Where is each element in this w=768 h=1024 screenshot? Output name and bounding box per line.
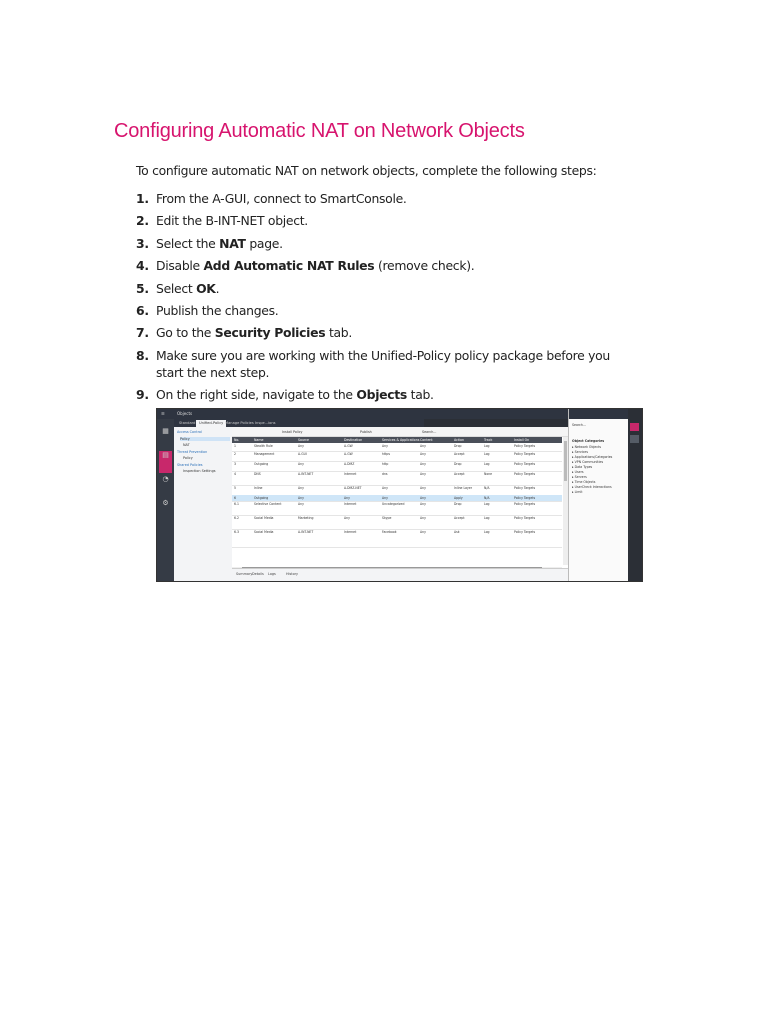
tab-0[interactable]: Standard <box>179 421 196 425</box>
table-cell: A-DMZ <box>344 462 355 466</box>
table-cell: Policy Targets <box>514 502 536 506</box>
table-cell: Any <box>420 502 426 506</box>
object-category-item[interactable]: ▸ Users <box>572 470 584 474</box>
step-number: 1. <box>136 191 149 206</box>
left-navigation <box>157 419 174 581</box>
step-number: 6. <box>136 302 149 318</box>
table-cell: Policy Targets <box>514 462 536 466</box>
rulebase-grid <box>232 437 562 565</box>
validations-tab-icon[interactable] <box>630 435 639 443</box>
table-cell: Any <box>344 516 350 520</box>
step-text: On the right side, navigate to the <box>156 387 357 403</box>
table-cell: Policy Targets <box>514 516 536 520</box>
table-cell: Facebook <box>382 530 397 534</box>
tab-3[interactable]: Inspe...ions <box>255 421 276 425</box>
tree-item: Threat Prevention <box>177 449 208 454</box>
table-cell: Accept <box>454 452 465 456</box>
table-row[interactable] <box>232 471 562 486</box>
table-cell: Log <box>484 516 490 520</box>
intro-text: To configure automatic NAT on network objects, complete the following steps: <box>136 163 597 178</box>
table-row[interactable] <box>232 501 562 516</box>
table-cell: Any <box>382 486 388 490</box>
tree-item[interactable]: Policy <box>183 456 193 460</box>
bottom-tabs <box>232 568 568 581</box>
object-category-item[interactable]: ▸ Time Objects <box>572 480 596 484</box>
table-cell: Social Media <box>254 516 274 520</box>
table-cell: 6 <box>234 496 236 500</box>
table-cell: Drop <box>454 502 462 506</box>
column-header: Source <box>298 438 309 442</box>
object-category-item[interactable]: ▸ Services <box>572 450 589 454</box>
column-header: Install On <box>514 438 530 442</box>
table-cell: Any <box>420 472 426 476</box>
step-number: 9. <box>136 387 149 403</box>
objects-tab-icon[interactable] <box>630 423 639 431</box>
table-cell: Any <box>344 496 350 500</box>
toolbar-item[interactable]: Search... <box>422 429 437 434</box>
table-cell: Log <box>484 444 490 448</box>
logs-nav-icon[interactable]: ◔ <box>162 475 169 483</box>
smartconsole-screenshot <box>156 408 643 582</box>
table-cell: Inline Layer <box>454 486 473 490</box>
step-text: Select <box>156 280 197 296</box>
rulebase-pane <box>232 427 568 581</box>
table-cell: Any <box>298 462 304 466</box>
table-cell: DNS <box>254 472 261 476</box>
step-number: 2. <box>136 213 149 229</box>
step-text: Disable <box>156 258 204 274</box>
toolbar-item[interactable]: Publish <box>360 429 372 434</box>
table-cell: Marketing <box>298 516 314 520</box>
step-text: Go to the <box>156 325 215 341</box>
table-cell: Policy Targets <box>514 530 536 534</box>
table-row[interactable] <box>232 529 562 548</box>
table-cell: Log <box>484 502 490 506</box>
table-cell: 5 <box>234 486 236 490</box>
table-cell: Any <box>420 452 426 456</box>
column-header: Services & Applications <box>382 438 420 442</box>
column-header: Name <box>254 438 264 442</box>
object-category-item[interactable]: ▸ Applications/Categories <box>572 455 613 459</box>
step-text: (remove check). <box>374 258 475 274</box>
objects-pane <box>568 409 629 581</box>
table-cell: Stealth Rule <box>254 444 273 448</box>
menu-icon[interactable]: ☰ <box>161 411 165 416</box>
table-cell: Inline <box>254 486 263 490</box>
table-cell: Policy Targets <box>514 452 536 456</box>
table-cell: 6.3 <box>234 530 239 534</box>
step-text: tab. <box>325 325 353 341</box>
step-text: page. <box>245 235 283 251</box>
table-cell: N/A <box>484 486 490 490</box>
tree-item: Access Control <box>177 430 202 434</box>
object-categories-heading: Object Categories <box>572 439 605 443</box>
table-cell: Management <box>254 452 275 456</box>
table-cell: Skype <box>382 516 392 520</box>
table-cell: A-GUI <box>298 452 307 456</box>
tab-1[interactable]: Unified-Policy <box>196 420 226 427</box>
column-header: Content <box>420 438 433 442</box>
tree-item[interactable]: NAT <box>183 443 190 447</box>
step-emphasis: Objects <box>356 387 407 403</box>
step-text: Make sure you are working with the Unified-Policy policy package before you start the next step. <box>156 347 610 380</box>
table-cell: Any <box>382 444 388 448</box>
table-cell: Internet <box>344 472 357 476</box>
table-cell: Policy Targets <box>514 444 536 448</box>
table-cell: http <box>382 462 389 466</box>
step-text: Select the <box>156 235 220 251</box>
table-cell: 2 <box>234 452 236 456</box>
table-cell: Any <box>298 502 304 506</box>
table-cell: 6.1 <box>234 502 239 506</box>
table-cell: Uncategorized <box>382 502 405 506</box>
table-cell: dns <box>382 472 388 476</box>
step-number: 4. <box>136 258 149 274</box>
table-cell: Social Media <box>254 530 274 534</box>
table-cell: 1 <box>234 444 236 448</box>
table-cell: Log <box>484 462 490 466</box>
table-cell: Policy Targets <box>514 496 536 500</box>
table-cell: A-GW <box>344 444 353 448</box>
step-emphasis: OK <box>196 280 216 296</box>
step-item <box>136 235 636 252</box>
table-cell: Drop <box>454 444 462 448</box>
step-item <box>136 280 636 297</box>
object-category-item[interactable]: ▸ UserCheck Interactions <box>572 485 612 489</box>
step-number: 7. <box>136 325 149 341</box>
step-item <box>136 324 636 341</box>
object-category-item[interactable]: ▸ Servers <box>572 475 587 479</box>
step-item <box>136 257 636 274</box>
step-text: Edit the B-INT-NET object. <box>156 213 308 229</box>
rulebase-toolbar <box>232 427 568 437</box>
table-cell: Selective Content <box>254 502 282 506</box>
table-cell: Drop <box>454 462 462 466</box>
table-cell: Internet <box>344 530 357 534</box>
table-cell: Accept <box>454 472 465 476</box>
table-cell: Outgoing <box>254 462 269 466</box>
table-cell: Apply <box>454 496 463 500</box>
table-cell: Internet <box>344 502 357 506</box>
table-cell: 3 <box>234 462 236 466</box>
bottom-tab[interactable]: Summary <box>236 572 253 576</box>
table-cell: Outgoing <box>254 496 269 500</box>
step-emphasis: Security Policies <box>214 325 326 341</box>
table-cell: A-DMZ-NET <box>344 486 362 490</box>
tree-item: Shared Policies <box>177 462 203 467</box>
table-cell: Any <box>420 496 426 500</box>
step-emphasis: NAT <box>219 235 246 251</box>
step-text: From the A-GUI, connect to SmartConsole. <box>156 191 407 206</box>
toolbar-item[interactable]: Install Policy <box>282 429 303 434</box>
policy-tree <box>174 427 233 581</box>
table-row[interactable] <box>232 515 562 530</box>
tree-item[interactable]: Inspection Settings <box>183 469 216 473</box>
table-cell: Any <box>298 496 304 500</box>
table-cell: 4 <box>234 472 236 476</box>
step-text: . <box>215 280 220 296</box>
table-cell: Log <box>484 530 490 534</box>
object-category-item[interactable]: ▸ VPN Communities <box>572 460 604 464</box>
right-tool-strip <box>628 409 642 581</box>
policy-tabs <box>174 419 424 427</box>
object-category-item[interactable]: ▸ Data Types <box>572 465 593 469</box>
step-number: 8. <box>136 347 149 363</box>
table-cell: Ask <box>454 530 460 534</box>
step-item <box>136 347 636 381</box>
bottom-tab[interactable]: Details <box>252 572 264 576</box>
table-cell: None <box>484 472 493 476</box>
table-cell: Any <box>298 486 304 490</box>
table-cell: Log <box>484 452 490 456</box>
objects-menu[interactable]: Objects <box>177 411 193 416</box>
steps-list <box>136 190 636 409</box>
step-number: 3. <box>136 235 149 251</box>
table-cell: N/A <box>484 496 490 500</box>
step-text: Publish the changes. <box>156 302 279 318</box>
table-cell: Any <box>420 462 426 466</box>
gateways-nav-icon[interactable]: ▦ <box>162 427 169 435</box>
table-cell: Any <box>298 444 304 448</box>
table-cell: A-INT-NET <box>298 472 314 476</box>
step-item <box>136 386 636 403</box>
bottom-tab[interactable]: History <box>286 572 299 576</box>
table-cell: https <box>382 452 390 456</box>
table-cell: Any <box>420 444 426 448</box>
table-cell: A-GW <box>344 452 353 456</box>
table-cell: Any <box>420 530 426 534</box>
table-cell: 6.2 <box>234 516 239 520</box>
step-item <box>136 212 636 229</box>
table-cell: Policy Targets <box>514 486 536 490</box>
object-category-item[interactable]: ▸ Limit <box>572 490 583 494</box>
tree-item[interactable]: Policy <box>180 437 230 441</box>
step-item <box>136 302 636 319</box>
tab-2[interactable]: Manage Policies <box>225 421 254 425</box>
object-category-item[interactable]: ▸ Network Objects <box>572 445 601 449</box>
objects-search-input[interactable]: Search... <box>572 423 586 427</box>
security-policies-nav-icon[interactable]: ▤ <box>159 451 172 473</box>
step-item <box>136 190 636 207</box>
step-number: 5. <box>136 280 149 296</box>
table-cell: Accept <box>454 516 465 520</box>
page-title: Configuring Automatic NAT on Network Objects <box>114 120 525 142</box>
table-cell: Policy Targets <box>514 472 536 476</box>
step-emphasis: Add Automatic NAT Rules <box>203 258 375 274</box>
manage-settings-nav-icon[interactable]: ⚙ <box>162 499 169 507</box>
objects-pane-header <box>569 409 629 419</box>
table-cell: Any <box>382 496 388 500</box>
column-header: Destination <box>344 438 363 442</box>
table-cell: Any <box>420 516 426 520</box>
table-cell: Any <box>420 486 426 490</box>
column-header: No. <box>234 438 240 442</box>
column-header: Track <box>484 438 493 442</box>
column-header: Action <box>454 438 464 442</box>
table-cell: A-INT-NET <box>298 530 314 534</box>
step-text: tab. <box>407 387 434 403</box>
bottom-tab[interactable]: Logs <box>268 572 276 576</box>
